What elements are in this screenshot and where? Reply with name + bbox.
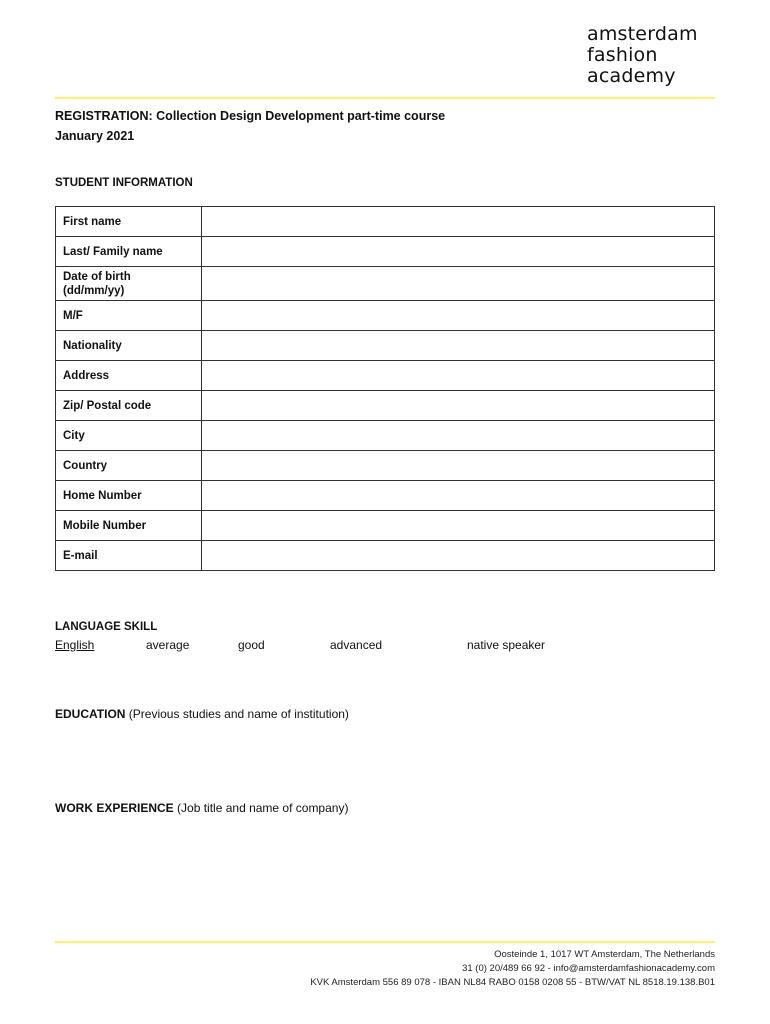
footer-registration: KVK Amsterdam 556 89 078 - IBAN NL84 RABO 0158 0208 55 - BTW/VAT NL 8518.19.138.B01 [310,977,715,988]
logo-line: amsterdam [587,23,698,45]
gender-field[interactable] [202,301,715,331]
table-row [56,331,715,361]
field-label-date-of-birth: Date of birth (dd/mm/yy) [56,267,202,301]
table-row [56,361,715,391]
table-row [56,481,715,511]
email-field[interactable] [202,541,715,571]
postal-code-field[interactable] [202,391,715,421]
address-field[interactable] [202,361,715,391]
level-option-advanced[interactable]: advanced [330,638,383,652]
city-field[interactable] [202,421,715,451]
language-name: English [55,638,95,652]
date-of-birth-field[interactable] [202,267,715,301]
field-label-home-number: Home Number [56,481,202,511]
footer-contact: 31 (0) 20/489 66 92 - info@amsterdamfashionacademy.com [462,963,715,974]
field-label-country: Country [56,451,202,481]
home-number-field[interactable] [202,481,715,511]
logo-line: academy [587,65,676,87]
table-row [56,541,715,571]
work-experience-heading: WORK EXPERIENCE [55,801,174,815]
field-label-mobile-number: Mobile Number [56,511,202,541]
field-label-last-name: Last/ Family name [56,237,202,267]
country-field[interactable] [202,451,715,481]
footer-divider [55,941,715,943]
table-row [56,207,715,237]
education-section [55,707,349,721]
field-label-first-name: First name [56,207,202,237]
table-row [56,237,715,267]
table-row [56,391,715,421]
language-skill-row [55,638,715,656]
document-title [55,106,445,146]
logo-line: fashion [587,44,658,66]
field-label-city: City [56,421,202,451]
field-label-postal-code: Zip/ Postal code [56,391,202,421]
first-name-field[interactable] [202,207,715,237]
field-label-email: E-mail [56,541,202,571]
education-note: (Previous studies and name of institution) [128,707,349,721]
last-name-field[interactable] [202,237,715,267]
header-divider [55,97,715,99]
education-heading: EDUCATION [55,707,126,721]
table-row [56,301,715,331]
student-info-table [55,206,715,571]
table-row [56,421,715,451]
footer-address: Oosteinde 1, 1017 WT Amsterdam, The Netherlands [494,949,715,960]
mobile-number-field[interactable] [202,511,715,541]
table-row [56,511,715,541]
work-experience-note: (Job title and name of company) [177,801,349,815]
table-row [56,451,715,481]
table-row [56,267,715,301]
academy-logo [587,24,698,87]
work-experience-section [55,801,348,815]
student-info-heading: STUDENT INFORMATION [55,177,193,189]
field-label-nationality: Nationality [56,331,202,361]
nationality-field[interactable] [202,331,715,361]
level-option-native-speaker[interactable]: native speaker [467,638,546,652]
field-label-gender: M/F [56,301,202,331]
level-option-good[interactable]: good [238,638,265,652]
language-skill-heading: LANGUAGE SKILL [55,621,158,633]
field-label-address: Address [56,361,202,391]
registration-title: REGISTRATION: Collection Design Development part-time course [55,109,446,123]
course-date: January 2021 [55,129,135,143]
footer [310,948,715,990]
level-option-average[interactable]: average [146,638,190,652]
